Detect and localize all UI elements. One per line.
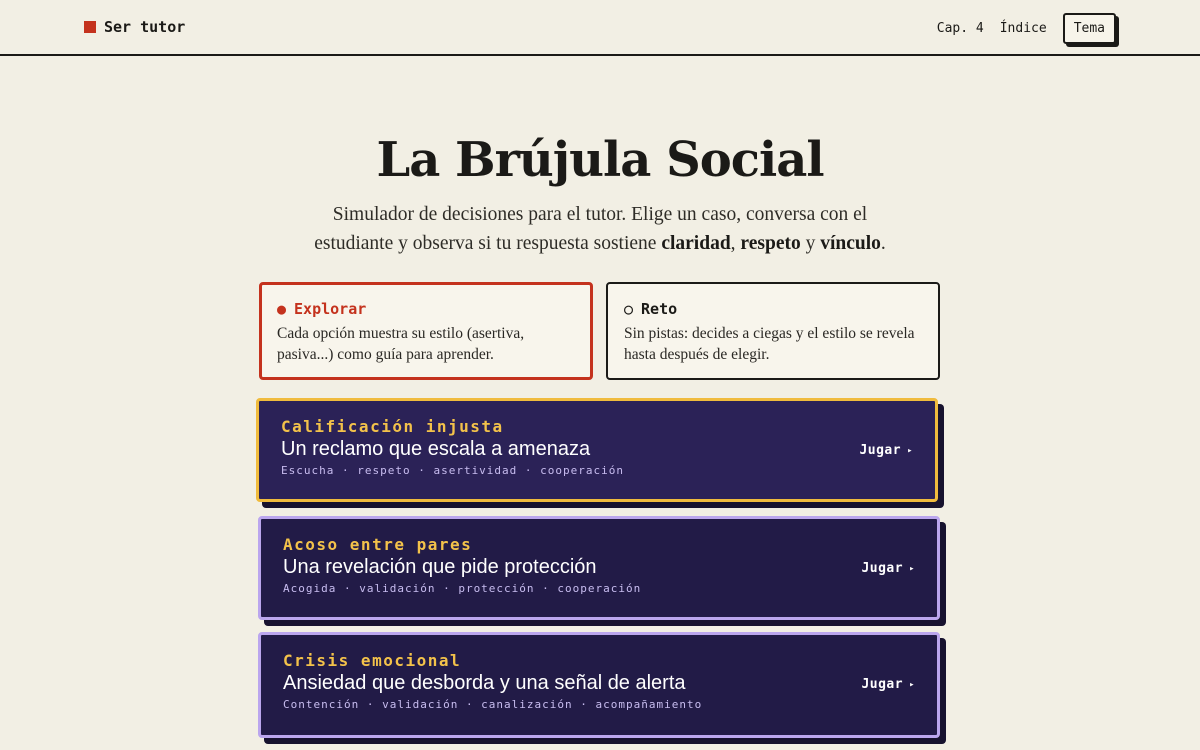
top-bar — [0, 0, 1200, 56]
mode-explorar[interactable] — [259, 282, 593, 380]
mode-reto-description: Sin pistas: decides a ciegas y el estilo se revela hasta después de elegir. — [624, 325, 915, 363]
case-subtitle: Ansiedad que desborda y una señal de alerta — [283, 672, 686, 694]
nav-index-link[interactable]: Índice — [999, 21, 1047, 36]
theme-button[interactable]: Tema — [1063, 13, 1116, 44]
case-card-calificacion[interactable] — [256, 398, 938, 502]
brand[interactable] — [84, 18, 185, 36]
keyword-respeto: respeto — [740, 233, 801, 254]
page-subtitle — [300, 200, 900, 258]
subtitle-text: Simulador de decisiones para el tutor. Elige un caso, conversa con el estudiante y observa si tu respuesta sostiene — [314, 204, 868, 254]
keyword-claridad: claridad — [661, 233, 731, 254]
case-tags: Acogida · validación · protección · cooperación — [283, 582, 642, 595]
page-title: La Brújula Social — [376, 132, 824, 188]
play-arrow-icon: ▸ — [907, 446, 913, 456]
case-tags: Contención · validación · canalización · acompañamiento — [283, 698, 703, 711]
radio-filled-icon: ● — [277, 300, 287, 318]
play-label: Jugar — [859, 443, 902, 458]
case-subtitle: Una revelación que pide protección — [283, 556, 597, 578]
subtitle-sep-2: y — [800, 233, 821, 254]
nav-chapter-link[interactable]: Cap. 4 — [936, 21, 984, 36]
case-title: Acoso entre pares — [283, 535, 473, 554]
mode-explorar-label: Explorar — [294, 300, 367, 318]
case-card-crisis[interactable] — [258, 632, 940, 738]
play-button[interactable] — [861, 677, 915, 692]
play-label: Jugar — [861, 561, 904, 576]
play-arrow-icon: ▸ — [909, 564, 915, 574]
mode-explorar-head — [277, 300, 575, 318]
play-button[interactable] — [859, 443, 913, 458]
case-tags: Escucha · respeto · asertividad · cooperación — [281, 464, 625, 477]
case-title: Crisis emocional — [283, 651, 462, 670]
case-card-acoso[interactable] — [258, 516, 940, 620]
subtitle-end: . — [880, 233, 886, 254]
subtitle-sep-1: , — [730, 233, 741, 254]
mode-reto-label: Reto — [641, 300, 678, 318]
case-subtitle: Un reclamo que escala a amenaza — [281, 438, 591, 460]
brand-square-icon — [84, 21, 96, 33]
mode-explorar-description: Cada opción muestra su estilo (asertiva, pasiva...) como guía para aprender. — [277, 325, 525, 363]
mode-reto[interactable] — [606, 282, 940, 380]
keyword-vinculo: vínculo — [820, 233, 881, 254]
top-nav — [937, 13, 1116, 44]
play-label: Jugar — [861, 677, 904, 692]
radio-empty-icon: ○ — [624, 300, 634, 318]
case-title: Calificación injusta — [281, 417, 504, 436]
play-arrow-icon: ▸ — [909, 680, 915, 690]
play-button[interactable] — [861, 561, 915, 576]
mode-reto-head — [624, 300, 922, 318]
brand-name: Ser tutor — [104, 18, 186, 36]
